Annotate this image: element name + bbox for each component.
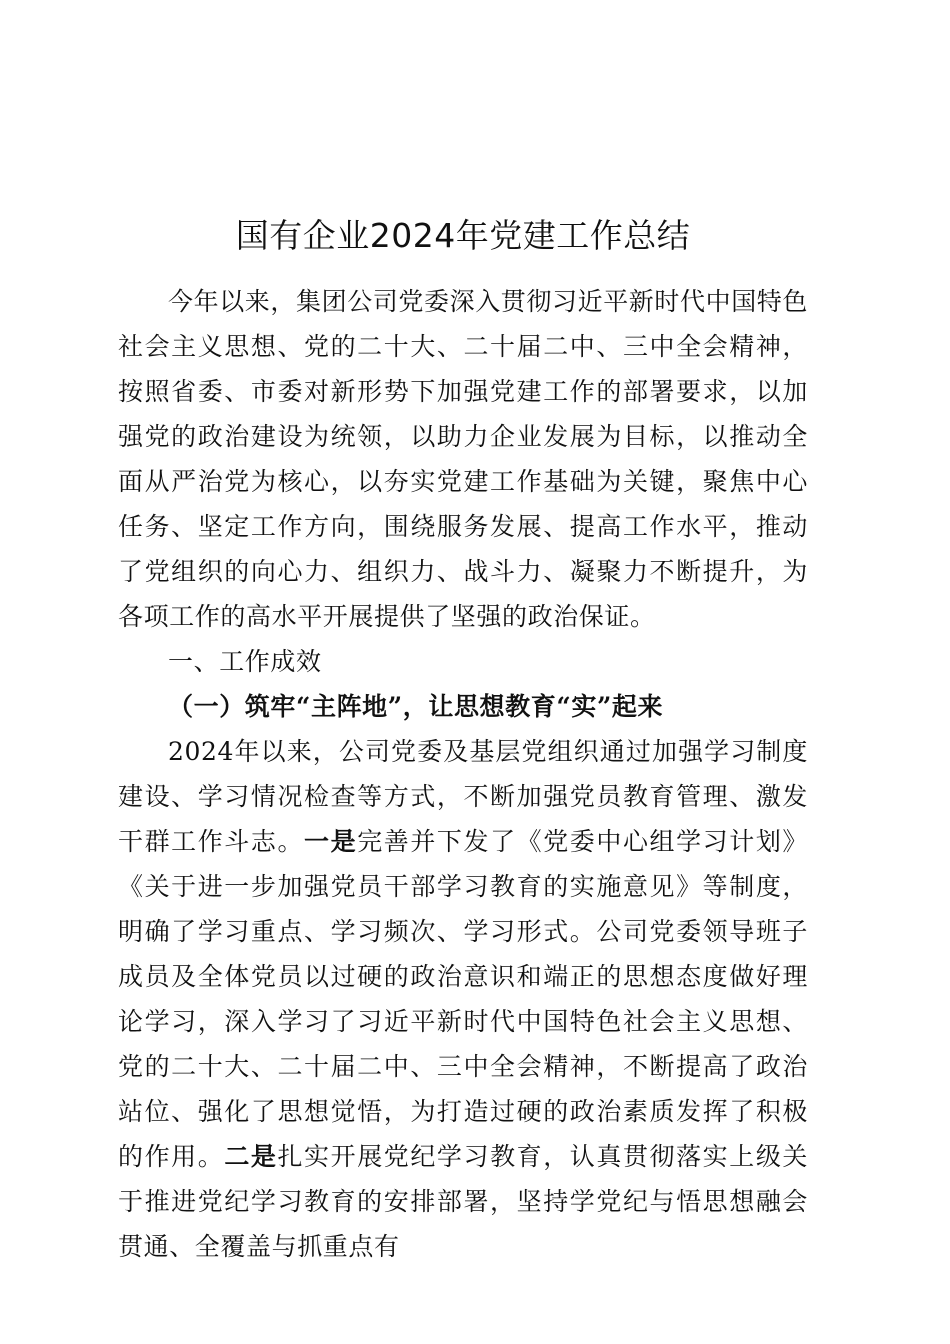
document-title: 国有企业2024年党建工作总结	[235, 216, 691, 255]
body-paragraph	[118, 729, 808, 1269]
subsection-heading-ideological-education: （一）筑牢“主阵地”，让思想教育“实”起来	[168, 692, 664, 721]
intro-paragraph: 今年以来，集团公司党委深入贯彻习近平新时代中国特色社会主义思想、党的二十大、二十届二中、三中全会精神，按照省委、市委对新形势下加强党建工作的部署要求，以加强党的政治建设为统领，以助力企业发展为目标，以推动全面从严治党为核心，以夯实党建工作基础为关键，聚焦中心任务、坚定工作方向，围绕服务发展、提高工作水平，推动了党组织的向心力、组织力、战斗力、凝聚力不断提升，为各项工作的高水平开展提供了坚强的政治保证。	[118, 287, 809, 631]
body-paragraph-part-3: 扎实开展党纪学习教育，认真贯彻落实上级关于推进党纪学习教育的安排部署，坚持学党纪与悟思想融会贯通、全覆盖与抓重点有	[118, 1142, 808, 1261]
bold-marker-second: 二是	[224, 1142, 278, 1171]
body-paragraph-part-2: 完善并下发了《党委中心组学习计划》《关于进一步加强党员干部学习教育的实施意见》等制度，明确了学习重点、学习频次、学习形式。公司党委领导班子成员及全体党员以过硬的政治意识和端正的思想态度做好理论学习，深入学习了习近平新时代中国特色社会主义思想、党的二十大、二十届二中、三中全会精神，不断提高了政治站位、强化了思想觉悟，为打造过硬的政治素质发挥了积极的作用。	[118, 827, 808, 1171]
bold-marker-first: 一是	[304, 827, 358, 856]
document-content	[118, 210, 808, 1269]
body-paragraph-part-1: 2024年以来，公司党委及基层党组织通过加强学习制度建设、学习情况检查等方式，不断加强党员教育管理、激发干群工作斗志。	[118, 737, 808, 856]
section-heading-work-results: 一、工作成效	[168, 647, 322, 676]
